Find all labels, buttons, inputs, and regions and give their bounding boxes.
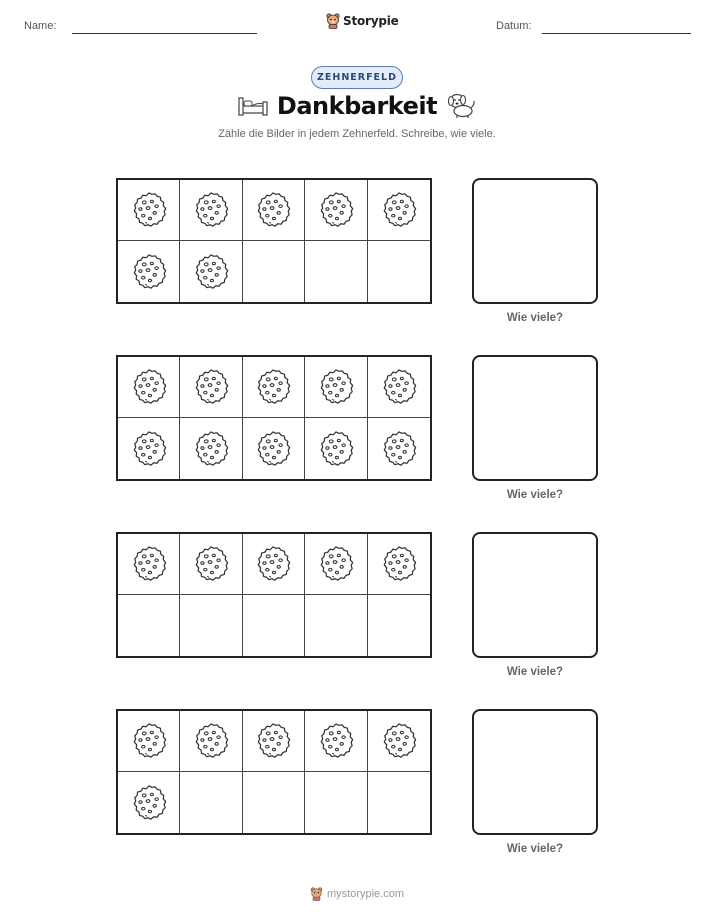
instructions: Zähle die Bilder in jedem Zehnerfeld. Schreibe, wie viele. (218, 128, 496, 140)
cookie-icon (317, 722, 355, 760)
ten-frame-cell (305, 241, 367, 302)
ten-frame-cell (180, 772, 242, 833)
ten-frame-cell (180, 595, 242, 656)
ten-frame-1 (116, 178, 432, 304)
cookie-icon (254, 722, 292, 760)
ten-frame-cell (305, 772, 367, 833)
ten-frame-cell (118, 418, 180, 479)
ten-frame-cell (368, 711, 430, 772)
ten-frame-cell (118, 772, 180, 833)
bed-icon (236, 93, 270, 119)
ten-frame-cell (180, 180, 242, 241)
ten-frame-3 (116, 532, 432, 658)
answer-box-3[interactable] (472, 532, 598, 658)
footer (0, 887, 714, 901)
ten-frame-cell (368, 180, 430, 241)
cookie-icon (130, 784, 168, 822)
cookie-icon (130, 368, 168, 406)
ten-frame-cell (305, 418, 367, 479)
ten-frame-cell (243, 595, 305, 656)
cookie-icon (317, 368, 355, 406)
cookie-icon (192, 430, 230, 468)
worksheet-title: Dankbarkeit (276, 92, 438, 120)
footer-bear-icon (310, 887, 323, 901)
ten-frame-4 (116, 709, 432, 835)
ten-frame-cell (305, 711, 367, 772)
ten-frame-2 (116, 355, 432, 481)
ten-frame-cell (368, 357, 430, 418)
ten-frame-cell (305, 595, 367, 656)
cookie-icon (192, 368, 230, 406)
cookie-icon (380, 191, 418, 229)
ten-frame-cell (118, 534, 180, 595)
ten-frame-cell (118, 357, 180, 418)
cookie-icon (192, 545, 230, 583)
ten-frame-cell (118, 595, 180, 656)
ten-frame-cell (243, 772, 305, 833)
cookie-icon (317, 545, 355, 583)
cookie-icon (317, 430, 355, 468)
cookie-icon (130, 253, 168, 291)
bear-mascot-icon (326, 13, 340, 29)
ten-frame-cell (368, 418, 430, 479)
answer-label-2: Wie viele? (506, 489, 564, 501)
worksheet-type-badge: ZEHNERFELD (311, 66, 403, 89)
footer-url: mystorypie.com (326, 888, 405, 900)
brand-logo (326, 13, 399, 29)
ten-frame-cell (180, 357, 242, 418)
ten-frame-cell (243, 534, 305, 595)
ten-frame-cell (118, 241, 180, 302)
ten-frame-cell (368, 241, 430, 302)
name-line[interactable] (72, 33, 257, 34)
puppy-icon (444, 91, 478, 119)
answer-label-4: Wie viele? (506, 843, 564, 855)
ten-frame-cell (180, 241, 242, 302)
answer-box-1[interactable] (472, 178, 598, 304)
cookie-icon (254, 191, 292, 229)
answer-label-3: Wie viele? (506, 666, 564, 678)
cookie-icon (254, 368, 292, 406)
ten-frame-cell (305, 534, 367, 595)
ten-frame-cell (180, 418, 242, 479)
date-line[interactable] (542, 33, 691, 34)
ten-frame-cell (243, 357, 305, 418)
ten-frame-cell (305, 180, 367, 241)
ten-frame-cell (180, 534, 242, 595)
ten-frame-cell (118, 711, 180, 772)
cookie-icon (192, 722, 230, 760)
ten-frame-cell (305, 357, 367, 418)
cookie-icon (254, 430, 292, 468)
ten-frame-cell (243, 711, 305, 772)
cookie-icon (380, 722, 418, 760)
cookie-icon (380, 368, 418, 406)
cookie-icon (130, 722, 168, 760)
answer-label-1: Wie viele? (506, 312, 564, 324)
date-label: Datum: (496, 20, 532, 32)
answer-box-4[interactable] (472, 709, 598, 835)
cookie-icon (317, 191, 355, 229)
name-label: Name: (24, 20, 57, 32)
cookie-icon (130, 191, 168, 229)
cookie-icon (130, 545, 168, 583)
ten-frame-cell (118, 180, 180, 241)
cookie-icon (254, 545, 292, 583)
cookie-icon (192, 191, 230, 229)
ten-frame-cell (368, 772, 430, 833)
ten-frame-cell (368, 595, 430, 656)
ten-frame-cell (243, 418, 305, 479)
ten-frame-cell (243, 180, 305, 241)
ten-frame-cell (180, 711, 242, 772)
ten-frame-cell (368, 534, 430, 595)
cookie-icon (380, 430, 418, 468)
ten-frame-cell (243, 241, 305, 302)
brand-name: Storypie (343, 14, 399, 28)
answer-box-2[interactable] (472, 355, 598, 481)
cookie-icon (380, 545, 418, 583)
cookie-icon (130, 430, 168, 468)
cookie-icon (192, 253, 230, 291)
